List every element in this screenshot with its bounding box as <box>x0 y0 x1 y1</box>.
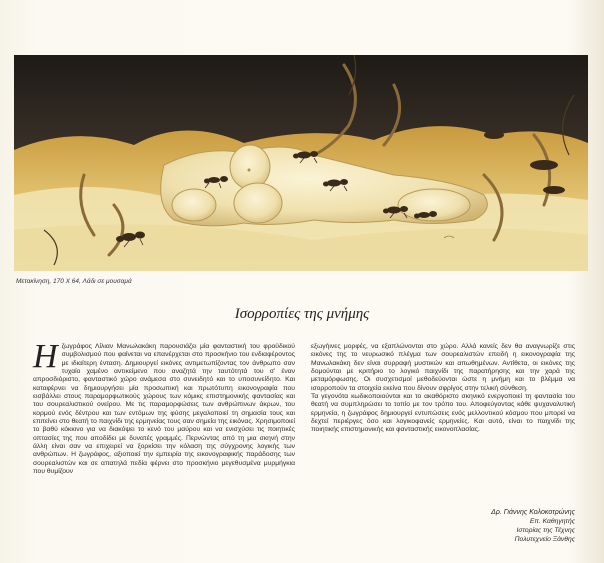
article-left-column <box>33 338 295 477</box>
author-name: Δρ. Γιάννης Κολοκοτρώνης <box>491 509 575 516</box>
painting-caption: Μετακίνηση, 170 Χ 64, Λάδι σε μουσαμά <box>16 278 132 285</box>
article-title: Ισορροπίες της μνήμης <box>234 306 370 322</box>
author-signature <box>311 508 575 544</box>
author-title-3: Πολυτεχνείο Ξάνθης <box>514 536 575 543</box>
author-title-1: Επ. Καθηγητής <box>529 518 575 525</box>
left-column-text: ζωγράφος Λίλιαν Μανωλακάκη παρουσιάζει μία φανταστική του φροϋδικού συμβολισμού που φαίνεται να επανέρχεται στο προσκήνιο του ενδιαφέροντος με ιδιαίτερη ένταση. Δημιουργεί εικόνες αντιμετωπίζοντας τον άνθρωπο σαν τυχαίο χαμένο αντικείμενο που αναζητά την ταυτότητά του σ' έναν απροσδιόριστο, φανταστικό χώρο ανάμεσα στο συνειδητό και το υποσυνείδητο. Και καταφέρνει να δημιουργήσει μία προσωπική και πρωτότυπη εικονογραφία που εισβάλλει στους παραμορφωτικούς χώρους των κόμικς επιστημονικής φαντασίας και του σουρεαλιστικού ονείρου. Με τις παραμορφώσεις των ανθρώπινων άκρων, του κορμού ενός δέντρου και των εντόμων της φύσης μεγαλοποιεί τη σημασία τους και επιτείνει στο θεατή το παιχνίδι της ερμηνείας τους σαν σημεία της εικόνας. Χρησιμοποιεί το βαθύ κόκκινο για να διακόψει το κενό του μαύρου και να ενισχύσει τις ποιητικές οπτασίες της που αποδίδει με δυνατές γραμμές. Περνώντας από τη μια σκηνή στην άλλη είναι σαν να επιχειρεί να ξορκίσει την κόλαση της σύγχρονης λογικής των ανθρώπων. Η ζωγράφος, αξιοποιεί την εμπειρία της εικονογραφικής παράδοσης των σουρεαλιστών και σε απατηλά πεδία φέρνει στο προσκήνιο μεγεθυσμένα μυρμήγκια που θυμίζουν <box>33 343 295 476</box>
article-paragraph-1 <box>33 338 295 477</box>
right-column-text-1: εξωγήινες μορφές, να εξαπλώνονται στο χώρο. Αλλά κανείς δεν θα αναγνωρίζε στις εικόνες της το νευρωσικό πλέγμα των σουρεαλιστών επειδή η εικονογραφία της Μανωλακάκη δεν είναι συρραφή μυστικών και απωθημένων. Αντίθετα, οι εικόνες της δομούνται με κριτήριο το λογικό παιχνίδι της παρατήρησης και την χαρά της μεταμόρφωσης. Οι συσχετισμοί μεθοδεύονται ώστε η μνήμη και το βλέμμα να ισορροπούν τα στοιχεία εκείνα που δίνουν σφρίγος στην τελική σύνθεση. <box>311 343 575 392</box>
right-column-text-2: Τα γεγονότα κωδικοποιούνται και το ακαθόριστο σκηνικό ενεργοποιεί τη φαντασία του θεατή να συμπληρώσει το τοπίο με τον τρόπο του. Αποφεύγοντας κάθε ψυχαναλυτική ερμηνεία, η ζωγράφος δημιουργεί εντυπώσεις ενός μελλοντικού κόσμου που μπορεί να δεχτεί περιέργες όσο και λογικοφανείς ερμηνείες. Και αυτό, είναι το παιχνίδι της ποιητικής επιστημονικής και φανταστικής εικονοπλασίας. <box>311 393 575 434</box>
drop-cap: Η <box>33 338 58 375</box>
surreal-painting <box>14 55 588 271</box>
author-title-2: Ιστορίας της Τέχνης <box>516 527 575 534</box>
painting-image <box>14 55 588 271</box>
article-right-column <box>311 343 575 435</box>
